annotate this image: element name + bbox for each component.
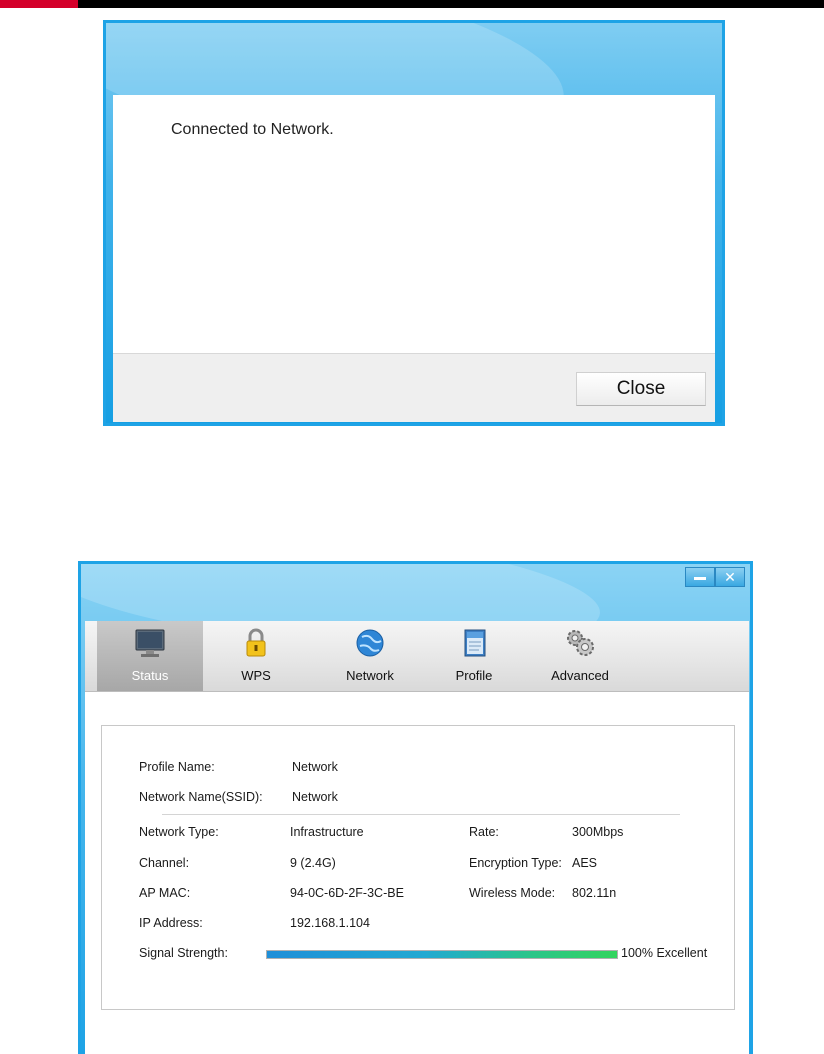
signal-strength-value: 100% Excellent (621, 946, 708, 960)
header-accent (0, 0, 78, 8)
document-icon (457, 627, 491, 659)
ip-address-value: 192.168.1.104 (290, 916, 370, 930)
tab-network[interactable] (317, 621, 423, 691)
tab-label: Status (131, 668, 169, 683)
status-group (101, 725, 735, 1010)
profile-name-label: Profile Name: (139, 760, 215, 774)
tab-advanced[interactable] (527, 621, 633, 691)
tab-wps[interactable] (203, 621, 309, 691)
tab-status[interactable] (97, 621, 203, 691)
ap-mac-value: 94-0C-6D-2F-3C-BE (290, 886, 404, 900)
globe-icon (353, 627, 387, 659)
wireless-mode-label: Wireless Mode: (469, 886, 556, 900)
connection-dialog (103, 20, 725, 426)
tab-label: Network (346, 668, 394, 683)
encryption-label: Encryption Type: (469, 856, 562, 870)
ssid-label: Network Name(SSID): (139, 790, 263, 804)
network-type-value: Infrastructure (290, 825, 364, 839)
ssid-value: Network (292, 790, 338, 804)
lock-icon (239, 627, 273, 659)
signal-strength-bar (266, 950, 618, 959)
divider (162, 814, 680, 815)
dialog-message: Connected to Network. (171, 121, 334, 138)
main-toolbar (85, 621, 749, 692)
window-controls (685, 567, 745, 587)
close-button[interactable]: Close (576, 372, 706, 406)
document-header-bar (0, 0, 824, 8)
signal-strength-fill (267, 951, 617, 958)
tab-label: Advanced (551, 668, 609, 683)
signal-strength-label: Signal Strength: (139, 946, 228, 960)
ap-mac-label: AP MAC: (139, 886, 191, 900)
rate-label: Rate: (469, 825, 499, 839)
close-icon[interactable]: ✕ (715, 567, 745, 587)
channel-value: 9 (2.4G) (290, 856, 336, 870)
channel-label: Channel: (139, 856, 190, 870)
tab-label: Profile (455, 668, 493, 683)
dialog-footer (113, 353, 715, 422)
monitor-icon (133, 627, 167, 659)
ip-address-label: IP Address: (139, 916, 203, 930)
minimize-icon[interactable] (685, 567, 715, 587)
dialog-content (113, 95, 715, 353)
wireless-mode-value: 802.11n (572, 886, 617, 900)
tab-profile[interactable] (421, 621, 527, 691)
encryption-value: AES (572, 856, 598, 870)
network-type-label: Network Type: (139, 825, 219, 839)
rate-value: 300Mbps (572, 825, 624, 839)
gears-icon (563, 627, 597, 659)
status-panel (85, 692, 749, 1054)
utility-window (78, 561, 753, 1054)
tab-label: WPS (241, 668, 271, 683)
profile-name-value: Network (292, 760, 338, 774)
